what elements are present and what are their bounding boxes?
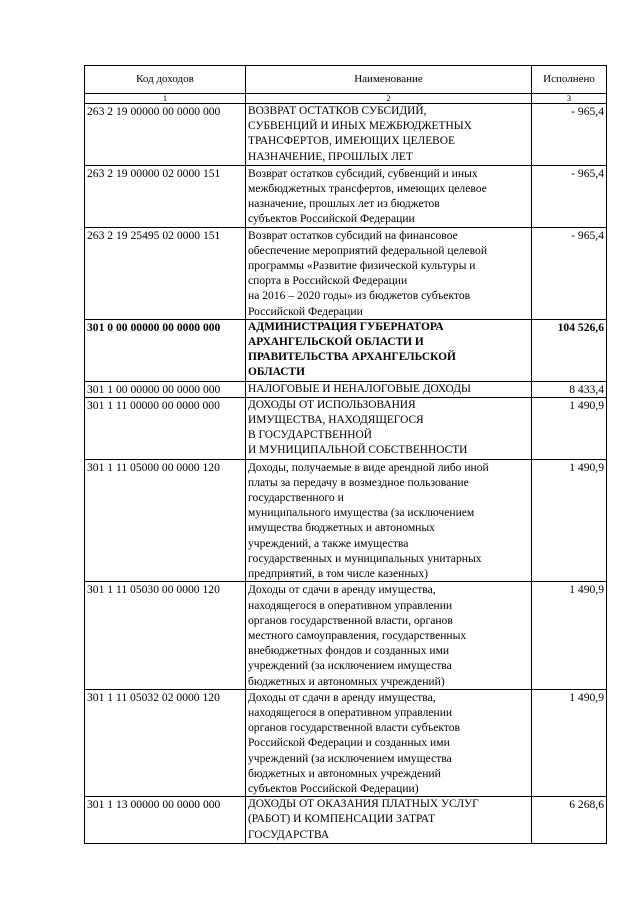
revenue-code: 263 2 19 00000 00 0000 000 [85,104,246,166]
revenue-name: Возврат остатков субсидий на финансовое обеспечение мероприятий федеральной целевой программы «Развитие физической культуры и спорта в Российской Федерации на 2016 – 2020 годы» из бюджетов субъектов Российской Федерации [246,227,532,319]
executed-amount: 8 433,4 [532,381,607,397]
table-row [85,319,607,381]
revenue-code: 301 1 13 00000 00 0000 000 [85,797,246,844]
executed-amount: 1 490,9 [532,582,607,689]
executed-amount: 6 268,6 [532,797,607,844]
column-number: 3 [532,94,607,104]
executed-amount: - 965,4 [532,165,607,227]
revenue-name: ДОХОДЫ ОТ ОКАЗАНИЯ ПЛАТНЫХ УСЛУГ (РАБОТ) И КОМПЕНСАЦИИ ЗАТРАТ ГОСУДАРСТВА [246,797,532,844]
revenue-name: НАЛОГОВЫЕ И НЕНАЛОГОВЫЕ ДОХОДЫ [246,381,532,397]
table-row [85,165,607,227]
table-row [85,689,607,796]
executed-amount: - 965,4 [532,104,607,166]
column-number: 2 [246,94,532,104]
table-row [85,381,607,397]
table-row [85,227,607,319]
revenue-name: Доходы от сдачи в аренду имущества, находящегося в оперативном управлении органов государственной власти субъектов Российской Федерации и созданных ими учреждений (за исключением имущества бюджетных и автономных учреждений субъектов Российской Федерации) [246,689,532,796]
revenue-name: ДОХОДЫ ОТ ИСПОЛЬЗОВАНИЯ ИМУЩЕСТВА, НАХОДЯЩЕГОСЯ В ГОСУДАРСТВЕННОЙ И МУНИЦИПАЛЬНОЙ СОБСТВЕННОСТИ [246,397,532,459]
header-code: Код доходов [85,66,246,94]
table-row [85,459,607,582]
table-row [85,797,607,844]
revenue-name: Возврат остатков субсидий, субвенций и иных межбюджетных трансфертов, имеющих целевое назначение, прошлых лет из бюджетов субъектов Российской Федерации [246,165,532,227]
revenue-name: ВОЗВРАТ ОСТАТКОВ СУБСИДИЙ, СУБВЕНЦИЙ И ИНЫХ МЕЖБЮДЖЕТНЫХ ТРАНСФЕРТОВ, ИМЕЮЩИХ ЦЕЛЕВОЕ НАЗНАЧЕНИЕ, ПРОШЛЫХ ЛЕТ [246,104,532,166]
revenue-code: 263 2 19 00000 02 0000 151 [85,165,246,227]
revenue-name: Доходы от сдачи в аренду имущества, находящегося в оперативном управлении органов государственной власти, органов местного самоуправления, государственных внебюджетных фондов и созданных ими учреждений (за исключением имущества бюджетных и автономных учреждений) [246,582,532,689]
revenue-code: 301 1 11 05030 00 0000 120 [85,582,246,689]
revenue-code: 301 1 11 05032 02 0000 120 [85,689,246,796]
executed-amount: - 965,4 [532,227,607,319]
column-number: 1 [85,94,246,104]
revenue-name: Доходы, получаемые в виде арендной либо иной платы за передачу в возмездное пользование государственного и муниципального имущества (за исключением имущества бюджетных и автономных учреждений, а также имущества государственных и муниципальных унитарных предприятий, в том числе казенных) [246,459,532,582]
table-row [85,582,607,689]
executed-amount: 1 490,9 [532,459,607,582]
revenue-name: АДМИНИСТРАЦИЯ ГУБЕРНАТОРА АРХАНГЕЛЬСКОЙ ОБЛАСТИ И ПРАВИТЕЛЬСТВА АРХАНГЕЛЬСКОЙ ОБЛАСТИ [246,319,532,381]
executed-amount: 104 526,6 [532,319,607,381]
revenue-code: 263 2 19 25495 02 0000 151 [85,227,246,319]
revenue-code: 301 1 11 00000 00 0000 000 [85,397,246,459]
header-name: Наименование [246,66,532,94]
revenue-code: 301 1 00 00000 00 0000 000 [85,381,246,397]
revenue-table [84,65,607,844]
header-executed: Исполнено [532,66,607,94]
revenue-code: 301 0 00 00000 00 0000 000 [85,319,246,381]
table-row [85,104,607,166]
executed-amount: 1 490,9 [532,689,607,796]
revenue-code: 301 1 11 05000 00 0000 120 [85,459,246,582]
table-header-row [85,66,607,94]
column-number-row [85,94,607,104]
executed-amount: 1 490,9 [532,397,607,459]
table-row [85,397,607,459]
